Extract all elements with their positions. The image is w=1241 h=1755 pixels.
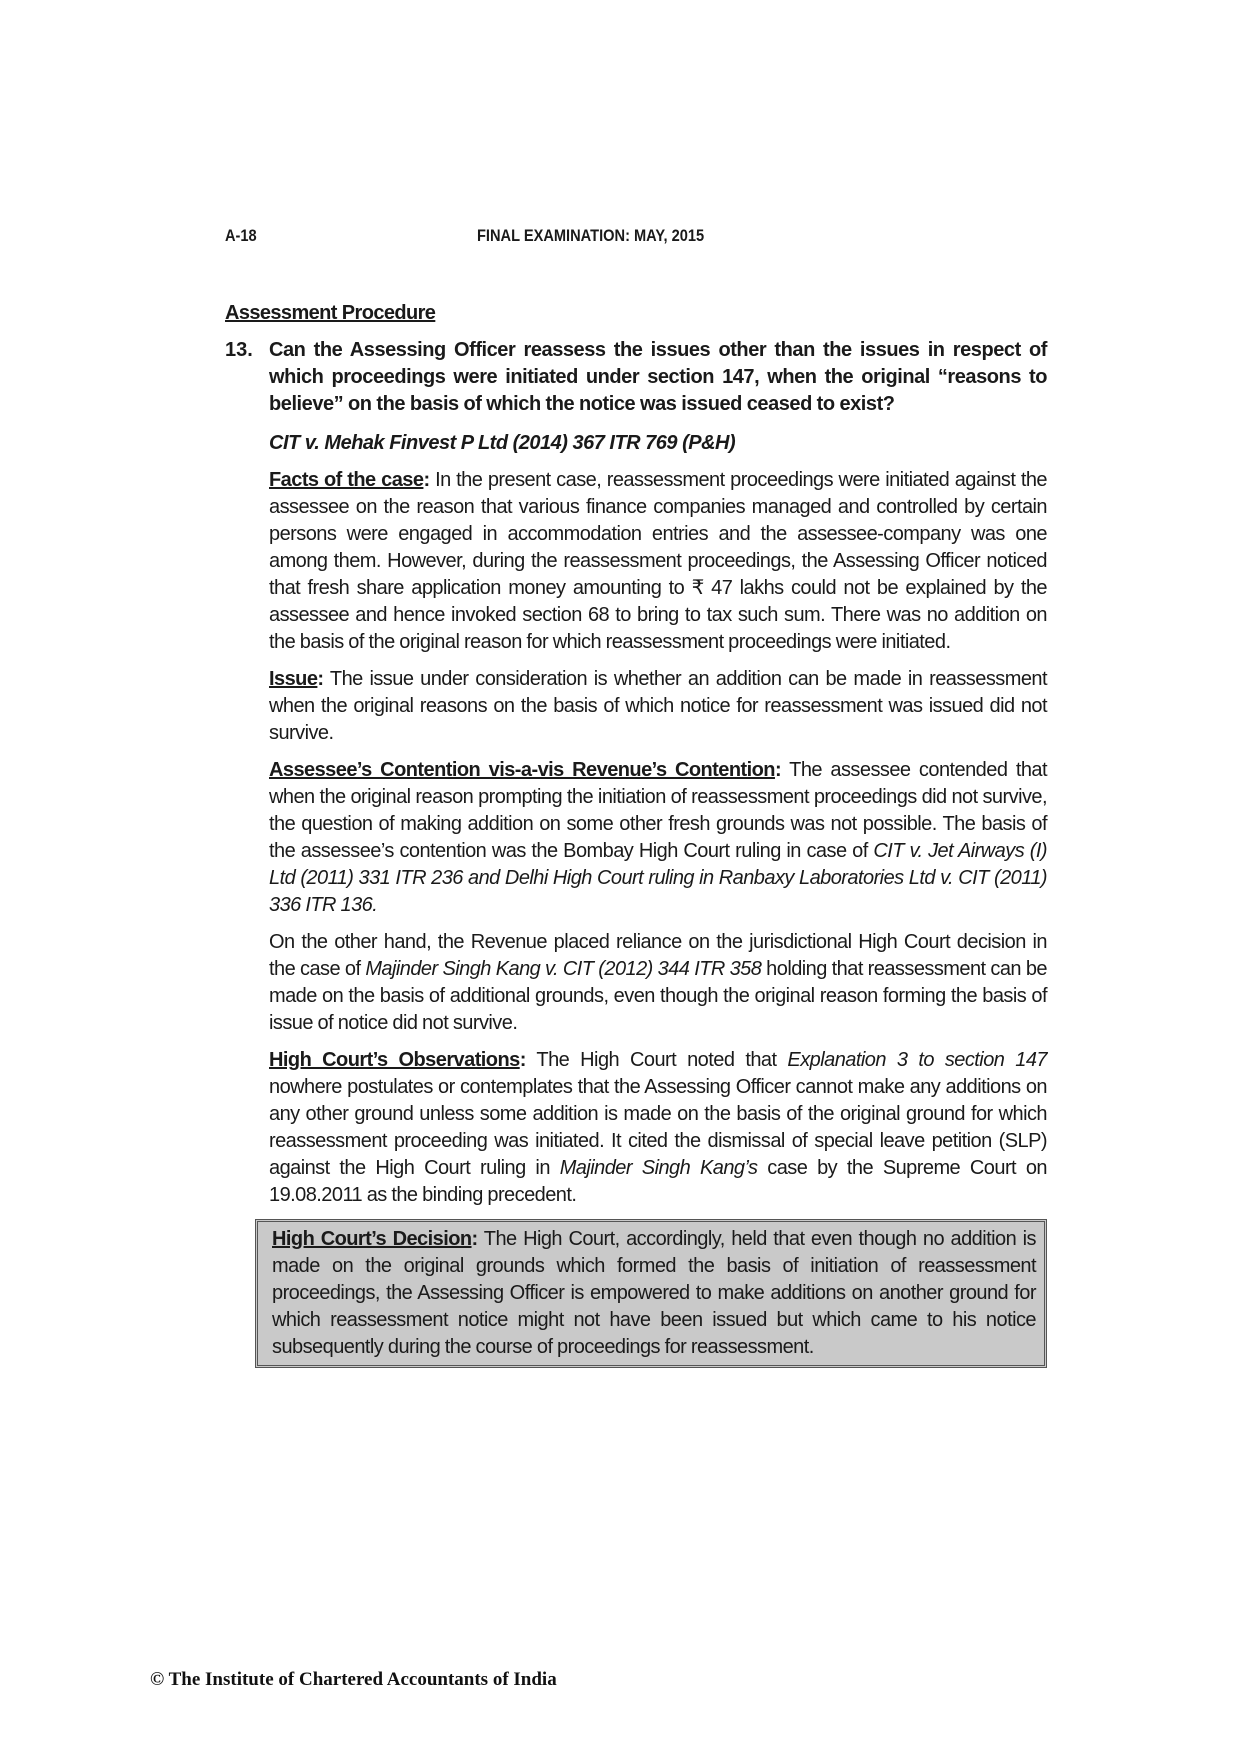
decision-box	[255, 1219, 1047, 1368]
copyright-footer: © The Institute of Chartered Accountants of India	[150, 1669, 557, 1690]
issue-paragraph: Issue: The issue under consideration is whether an addition can be made in reassessment when the original reasons on the basis of which notice for reassessment was issued did not survive.	[269, 668, 1047, 744]
contention-citations: CIT v. Jet Airways (I) Ltd (2011) 331 ITR 236 and Delhi High Court ruling in Ranbaxy Laboratories Ltd v. CIT (2011) 336 ITR 136.	[269, 840, 1047, 916]
question-number: 13.	[225, 339, 253, 361]
facts-text: In the present case, reassessment proceedings were initiated against the assessee on the reason that various finance companies managed and controlled by certain persons were engaged in accommodation entries and the assessee-company was one among them. However, during the reassessment proceedings, the Assessing Officer noticed that fresh share application money amounting to ₹ 47 lakhs could not be explained by the assessee and hence invoked section 68 to bring to tax such sum. There was no addition on the basis of the original reason for which reassessment proceedings were initiated.	[269, 469, 1048, 653]
revenue-citation: Majinder Singh Kang v. CIT (2012) 344 ITR 358	[365, 958, 762, 980]
contention-text: The assessee contended that when the original reason prompting the initiation of reassessment proceedings did not survive, the question of making addition on some other fresh grounds was not possible. The basis of the assessee’s contention was the Bombay High Court ruling in case of	[269, 759, 1047, 862]
observations-label: High Court’s Observations	[269, 1049, 520, 1071]
question	[225, 337, 1047, 418]
revenue-text-after: holding that reassessment can be made on the basis of additional grounds, even though the original reason forming the basis of issue of notice did not survive.	[269, 958, 1047, 1034]
contention-paragraph: Assessee’s Contention vis-a-vis Revenue’s Contention: The assessee contended that when the original reason prompting the initiation of reassessment proceedings did not survive, the question of making addition on some other fresh grounds was not possible. The basis of the assessee’s contention was the Bombay High Court ruling in case of CIT v. Jet Airways (I) Ltd (2011) 331 ITR 236 and Delhi High Court ruling in Ranbaxy Laboratories Ltd v. CIT (2011) 336 ITR 136.	[269, 759, 1047, 916]
exam-title: FINAL EXAMINATION: MAY, 2015	[476, 226, 705, 245]
case-citation: CIT v. Mehak Finvest P Ltd (2014) 367 ITR 769 (P&H)	[269, 432, 736, 454]
revenue-text-before: On the other hand, the Revenue placed reliance on the jurisdictional High Court decision in the case of	[269, 931, 1047, 980]
issue-label: Issue	[269, 668, 318, 690]
section-title: Assessment Procedure	[225, 302, 436, 324]
observations-italic-case: Majinder Singh Kang’s	[559, 1157, 758, 1179]
issue-text: The issue under consideration is whether an addition can be made in reassessment when the original reasons on the basis of which notice for reassessment was issued did not survive.	[269, 668, 1047, 744]
question-text: Can the Assessing Officer reassess the issues other than the issues in respect of which proceedings were initiated under section 147, when the original “reasons to believe” on the basis of which the notice was issued ceased to exist?	[269, 339, 1047, 415]
page-number: A-18	[225, 226, 257, 245]
revenue-paragraph	[269, 929, 1047, 1037]
facts-label: Facts of the case	[269, 469, 424, 491]
decision-paragraph: High Court’s Decision: The High Court, accordingly, held that even though no addition is made on the original grounds which formed the basis of initiation of reassessment proceedings, the Assessing Officer is empowered to make additions on another ground for which reassessment notice might not have been issued but which came to his notice subsequently during the course of proceedings for reassessment.	[272, 1228, 1036, 1358]
observations-text-middle: nowhere postulates or contemplates that the Assessing Officer cannot make any additions on any other ground unless some addition is made on the basis of the original ground for which reassessment proceeding was initiated. It cited the dismissal of special leave petition (SLP) against the High Court ruling in	[269, 1076, 1047, 1179]
facts-paragraph: Facts of the case: In the present case, reassessment proceedings were initiated against the assessee on the reason that various finance companies managed and controlled by certain persons were engaged in accommodation entries and the assessee-company was one among them. However, during the reassessment proceedings, the Assessing Officer noticed that fresh share application money amounting to ₹ 47 lakhs could not be explained by the assessee and hence invoked section 68 to bring to tax such sum. There was no addition on the basis of the original reason for which reassessment proceedings were initiated.	[269, 469, 1048, 653]
decision-label: High Court’s Decision	[272, 1228, 472, 1250]
main-content	[225, 300, 1047, 1368]
observations-italic-explanation: Explanation 3 to section 147	[787, 1049, 1047, 1071]
observations-text-after: case by the Supreme Court on 19.08.2011 as the binding precedent.	[269, 1157, 1047, 1206]
observations-paragraph: High Court’s Observations: The High Court noted that Explanation 3 to section 147 nowhere postulates or contemplates that the Assessing Officer cannot make any additions on any other ground unless some addition is made on the basis of the original ground for which reassessment proceeding was initiated. It cited the dismissal of special leave petition (SLP) against the High Court ruling in Majinder Singh Kang’s case by the Supreme Court on 19.08.2011 as the binding precedent.	[269, 1049, 1047, 1206]
contention-label: Assessee’s Contention vis-a-vis Revenue’s Contention	[269, 759, 775, 781]
decision-text: The High Court, accordingly, held that even though no addition is made on the original grounds which formed the basis of initiation of reassessment proceedings, the Assessing Officer is empowered to make additions on another ground for which reassessment notice might not have been issued but which came to his notice subsequently during the course of proceedings for reassessment.	[272, 1228, 1036, 1358]
observations-text-before: The High Court noted that	[536, 1049, 788, 1071]
